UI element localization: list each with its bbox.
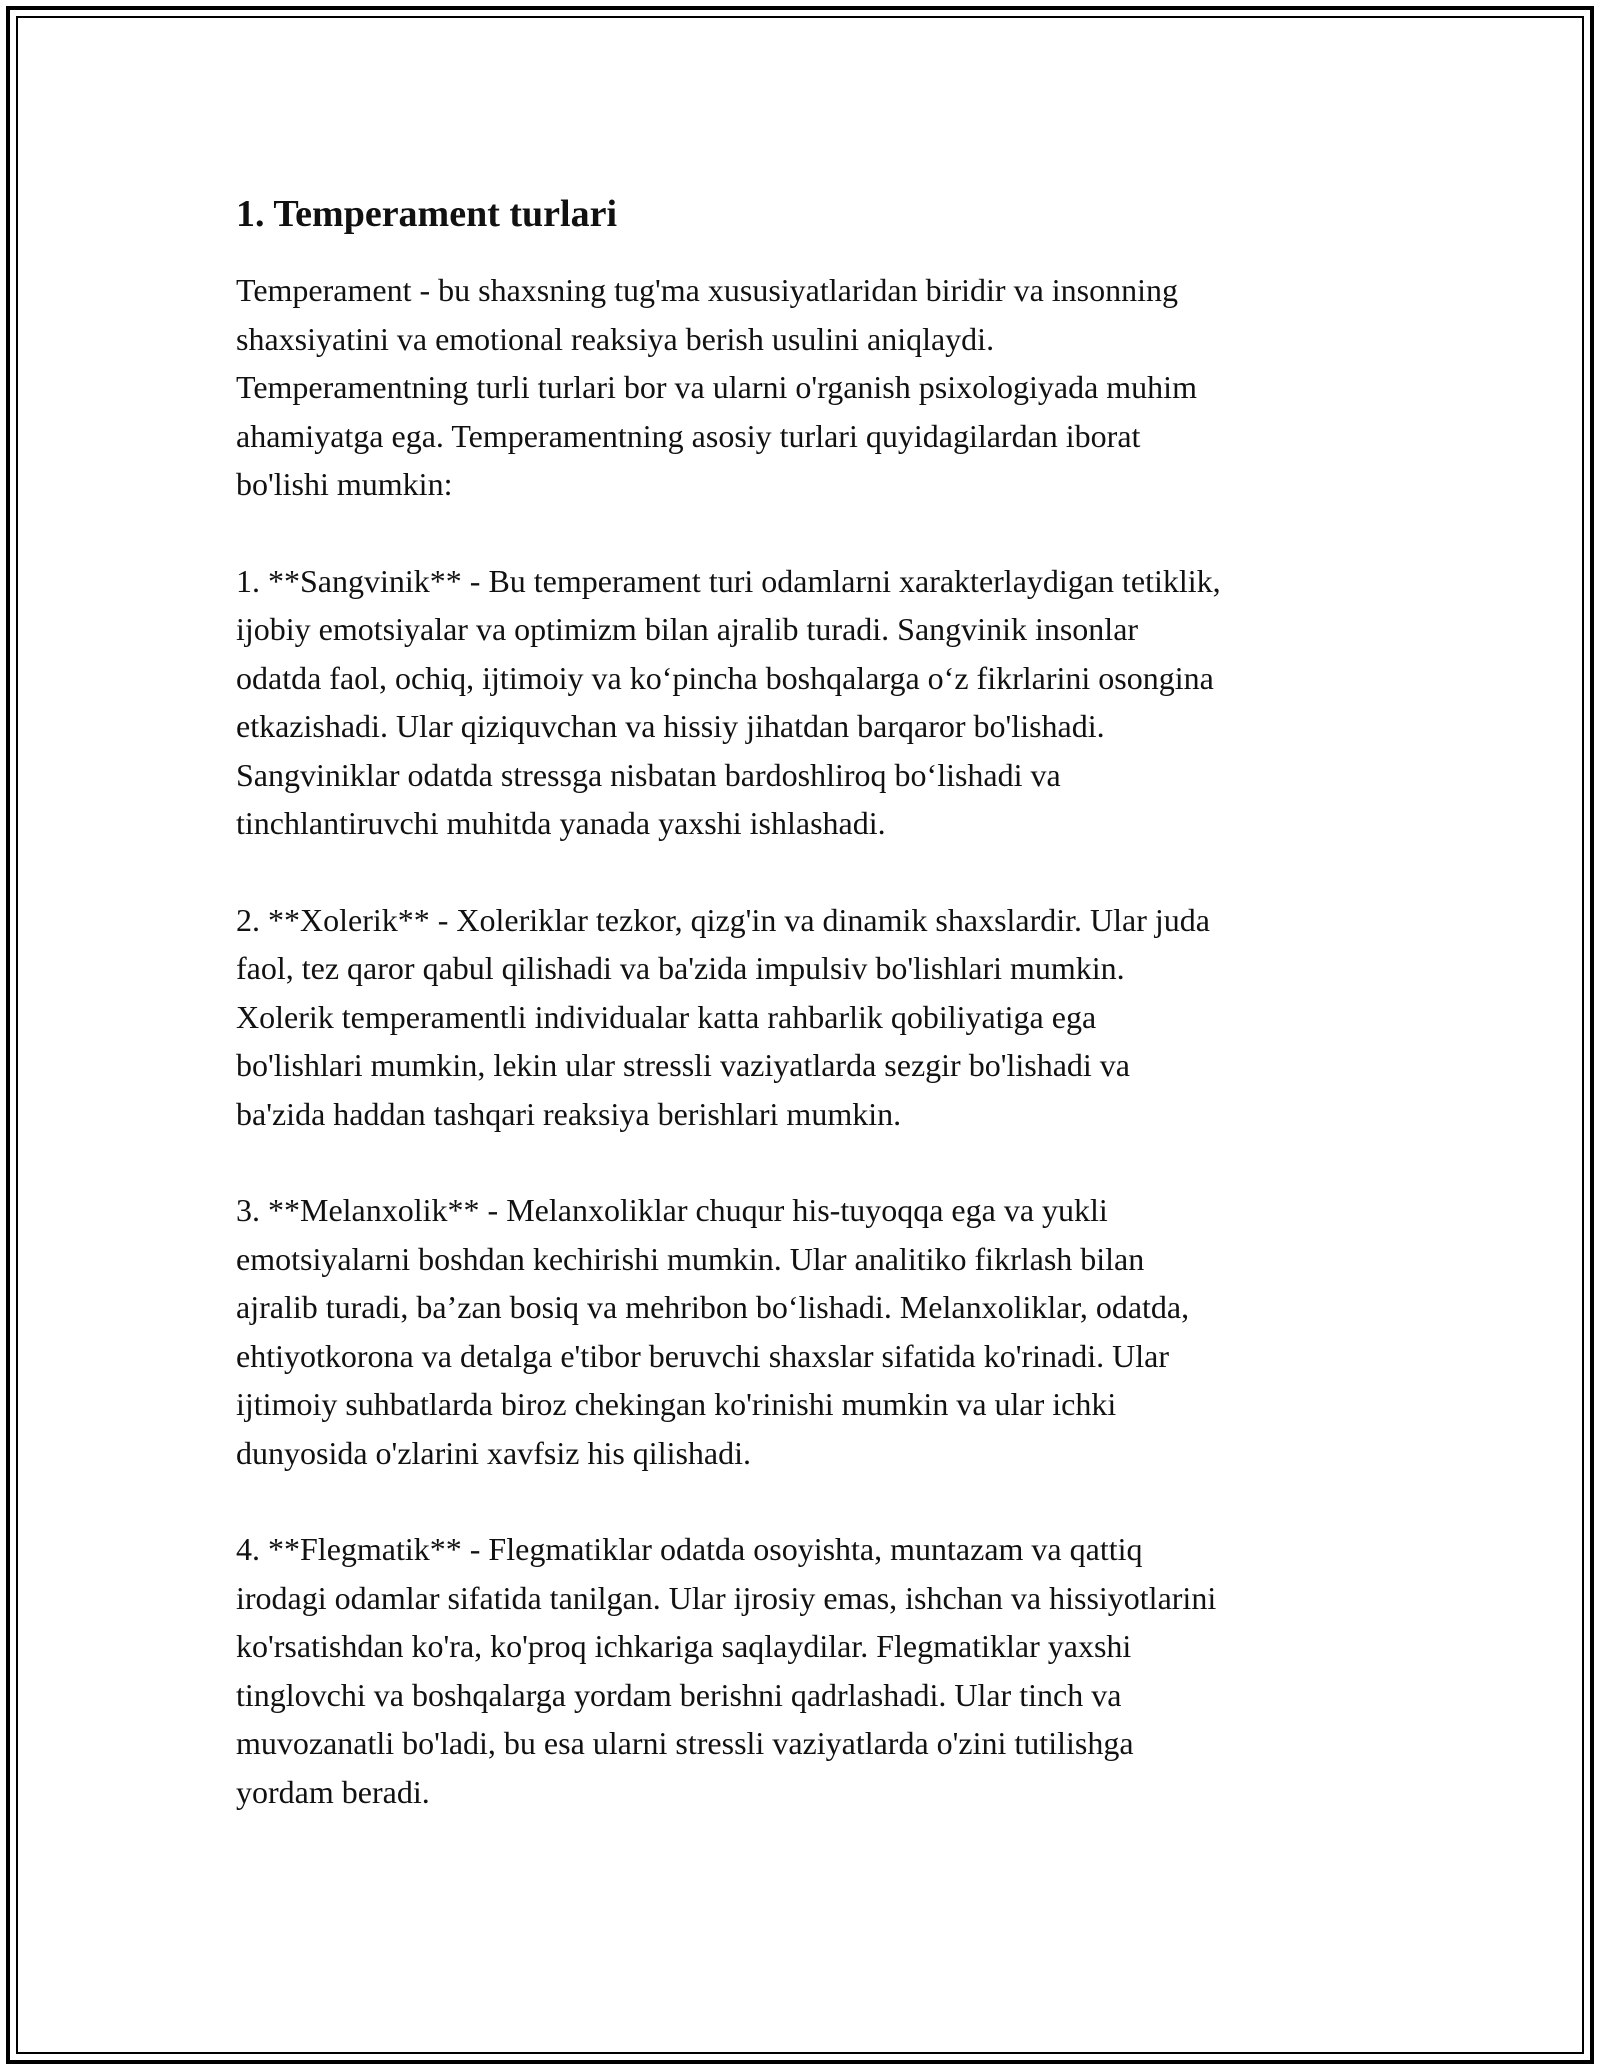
melanxolik-paragraph <box>236 1186 1386 1477</box>
text-line: yordam beradi. <box>236 1773 430 1810</box>
text-line: Xolerik temperamentli individualar katta rahbarlik qobiliyatiga ega <box>236 998 1097 1035</box>
xolerik-paragraph <box>236 896 1386 1139</box>
text-line: shaxsiyatini va emotional reaksiya berish usulini aniqlaydi. <box>236 320 995 357</box>
text-line: bo'lishi mumkin: <box>236 466 453 502</box>
text-line: dunyosida o'zlarini xavfsiz his qilishadi. <box>236 1434 752 1471</box>
text-line: 1. **Sangvinik** - Bu temperament turi odamlarni xarakterlaydigan tetiklik, <box>236 562 1221 599</box>
text-line: odatda faol, ochiq, ijtimoiy va ko‘pincha boshqalarga o‘z fikrlarini osongina <box>236 659 1214 696</box>
text-line: ajralib turadi, ba’zan bosiq va mehribon bo‘lishadi. Melanxoliklar, odatda, <box>236 1289 1190 1325</box>
text-line: ko'rsatishdan ko'ra, ko'proq ichkariga saqlaydilar. Flegmatiklar yaxshi <box>236 1628 1132 1664</box>
text-line: Temperamentning turli turlari bor va ularni o'rganish psixologiyada muhim <box>236 369 1197 405</box>
text-line: ijobiy emotsiyalar va optimizm bilan ajralib turadi. Sangvinik insonlar <box>236 611 1139 647</box>
document-title: 1. Temperament turlari <box>236 193 618 235</box>
text-line: ijtimoiy suhbatlarda biroz chekingan ko'rinishi mumkin va ular ichki <box>236 1386 1117 1422</box>
text-line: Temperament - bu shaxsning tug'ma xususiyatlaridan biridir va insonning <box>236 272 1179 308</box>
text-line: muvozanatli bo'ladi, bu esa ularni stressli vaziyatlarda o'zini tutilishga <box>236 1725 1134 1761</box>
flegmatik-paragraph <box>236 1525 1386 1816</box>
text-line: ahamiyatga ega. Temperamentning asosiy turlari quyidagilardan iborat <box>236 417 1141 454</box>
document-body <box>236 184 1386 1864</box>
sangvinik-paragraph <box>236 557 1386 848</box>
text-line: tinchlantiruvchi muhitda yanada yaxshi ishlashadi. <box>236 805 886 841</box>
text-line: emotsiyalarni boshdan kechirishi mumkin. Ular analitiko fikrlash bilan <box>236 1240 1145 1277</box>
text-line: 4. **Flegmatik** - Flegmatiklar odatda osoyishta, muntazam va qattiq <box>236 1531 1143 1567</box>
text-line: 2. **Xolerik** - Xoleriklar tezkor, qizg'in va dinamik shaxslardir. Ular juda <box>236 901 1210 938</box>
text-line: ba'zida haddan tashqari reaksiya berishlari mumkin. <box>236 1095 902 1132</box>
text-line: irodagi odamlar sifatida tanilgan. Ular ijrosiy emas, ishchan va hissiyotlarini <box>236 1579 1217 1616</box>
intro-paragraph <box>236 266 1386 509</box>
text-line: tinglovchi va boshqalarga yordam berishni qadrlashadi. Ular tinch va <box>236 1676 1122 1713</box>
text-line: 3. **Melanxolik** - Melanxoliklar chuqur his-tuyoqqa ega va yukli <box>236 1192 1108 1228</box>
text-line: bo'lishlari mumkin, lekin ular stressli vaziyatlarda sezgir bo'lishadi va <box>236 1047 1130 1083</box>
text-line: Sangviniklar odatda stressga nisbatan bardoshliroq bo‘lishadi va <box>236 756 1061 793</box>
text-line: faol, tez qaror qabul qilishadi va ba'zida impulsiv bo'lishlari mumkin. <box>236 950 1125 986</box>
text-line: ehtiyotkorona va detalga e'tibor beruvchi shaxslar sifatida ko'rinadi. Ular <box>236 1337 1169 1374</box>
text-line: etkazishadi. Ular qiziquvchan va hissiy jihatdan barqaror bo'lishadi. <box>236 708 1105 744</box>
